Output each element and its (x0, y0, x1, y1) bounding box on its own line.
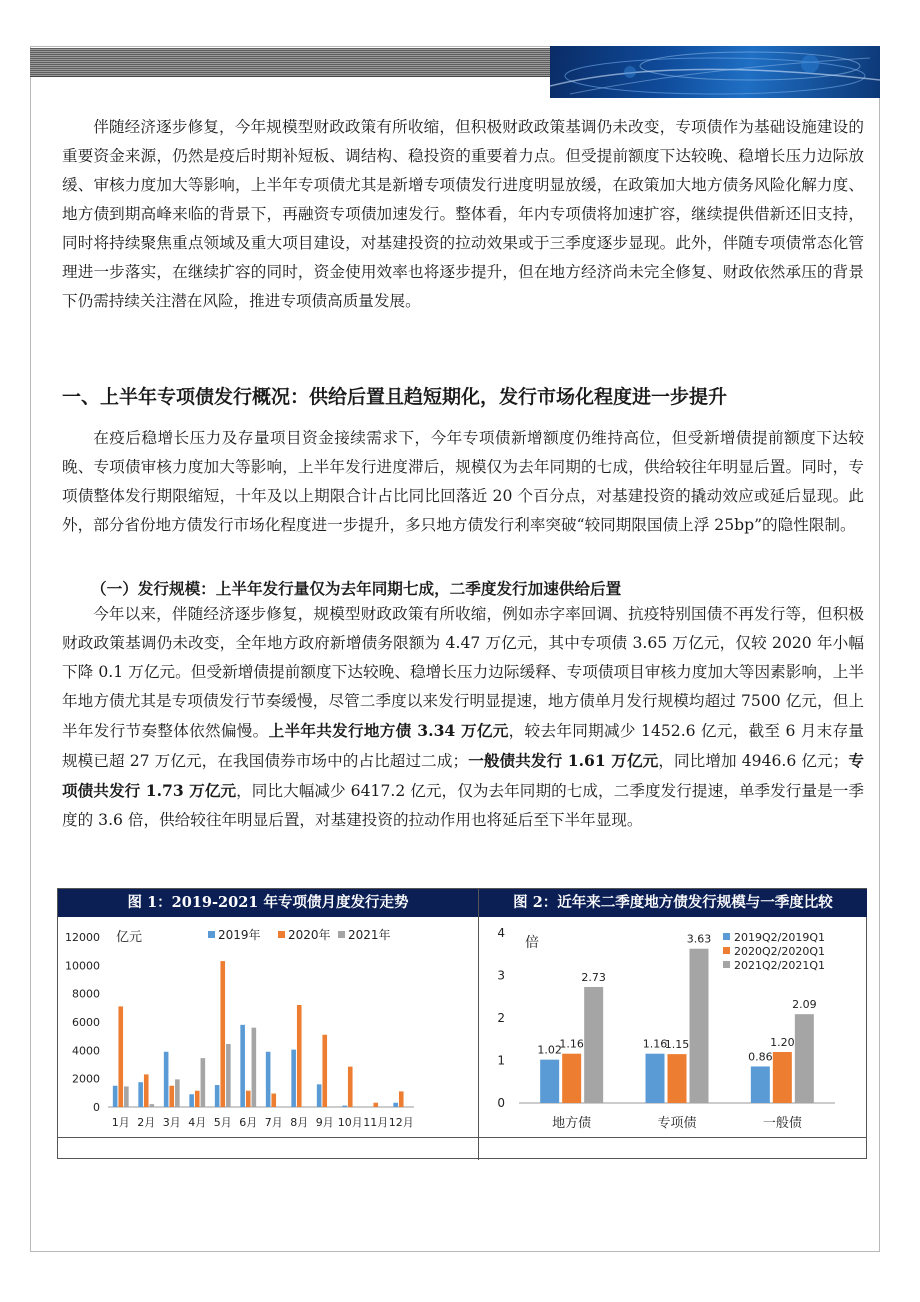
legend-swatch-2019Q2/2019Q1 (723, 933, 730, 940)
paragraph-text: 今年以来，伴随经济逐步修复，规模型财政政策有所收缩，例如赤字率回调、抗疫特别国债不再发行等，但积极财政政策基调仍未改变，全年地方政府新增债务限额为 4.47 万亿元，其中专项债 3.65 万亿元，仅较 2020 年小幅下降 0.1 万亿元。但受新增债提前额度下达较晚、稳增长压力边际缓释、专项债项目审核力度加大等因素影响，上半年地方债尤其是专项债发行节奏缓慢，尽管二季度以来发行明显提速，地方债单月发行规模均超过 7500 亿元，但上半年发行节奏整体依然偏慢。 (62, 605, 864, 740)
bar-2019年-9月 (317, 1084, 322, 1107)
bar-2020年-8月 (297, 1005, 302, 1107)
data-label: 1.02 (537, 1043, 562, 1057)
figure-2-title: 图 2：近年来二季度地方债发行规模与一季度比较 (479, 889, 867, 917)
bar-2019年-4月 (189, 1094, 194, 1107)
legend-label: 2020年 (288, 928, 331, 942)
bar-2020年-7月 (271, 1094, 276, 1107)
header-stripes (30, 48, 550, 76)
x-tick-label: 12月 (388, 1116, 414, 1129)
data-label: 0.86 (748, 1050, 773, 1064)
bar-2021年-2月 (150, 1104, 155, 1107)
bar-2020年-2月 (144, 1074, 149, 1107)
x-tick-label: 11月 (363, 1116, 389, 1129)
x-tick-label: 9月 (315, 1116, 334, 1129)
bar-2019Q2/2019Q1-地方债 (540, 1060, 559, 1103)
monthly-issuance-chart (58, 919, 478, 1135)
bar-2019Q2/2019Q1-专项债 (646, 1054, 665, 1103)
x-tick-label: 3月 (162, 1116, 181, 1129)
bar-2019Q2/2019Q1-一般债 (751, 1066, 770, 1103)
figure-bottom-rule (58, 1137, 866, 1138)
section-paragraph: 在疫后稳增长压力及存量项目资金接续需求下，今年专项债新增额度仍维持高位，但受新增债提前额度下达较晚、专项债审核力度加大等影响，上半年发行进度滞后，规模仅为去年同期的七成，供给较往年明显后置。同时，专项债整体发行期限缩短，十年及以上期限合计占比同比回落近 20 个百分点，对基建投资的撬动效应或延后显现。此外，部分省份地方债发行市场化程度进一步提升，多只地方债发行利率突破“较同期限国债上浮 25bp”的隐性限制。 (62, 429, 864, 534)
y-axis-unit: 倍 (525, 935, 539, 951)
subsection-heading: （一）发行规模：上半年发行量仅为去年同期七成，二季度发行加速供给后置 (91, 579, 622, 598)
legend-swatch-2021年 (338, 931, 345, 938)
x-tick-label: 4月 (188, 1116, 207, 1129)
bar-2020年-10月 (348, 1067, 353, 1107)
y-tick-label: 2000 (72, 1072, 100, 1086)
y-axis-unit: 亿元 (116, 930, 143, 945)
bar-2021年-5月 (226, 1044, 231, 1107)
bar-2019年-5月 (215, 1085, 220, 1107)
x-tick-label: 6月 (239, 1116, 258, 1129)
legend-label: 2019年 (218, 928, 261, 942)
y-tick-label: 2 (497, 1011, 505, 1025)
x-tick-label: 5月 (213, 1116, 232, 1129)
y-tick-label: 1 (497, 1053, 505, 1068)
legend-swatch-2020年 (278, 931, 285, 938)
y-tick-label: 4000 (72, 1044, 100, 1058)
bar-2020Q2/2020Q1-一般债 (773, 1052, 792, 1103)
chart-2-svg (479, 919, 867, 1135)
paragraph-text: ，较去年同期减少 1452.6 亿元，截至 6 月末存量规模已超 27 万亿元，在我国债券市场中的占比超过二成； (62, 722, 864, 770)
y-tick-label: 8000 (72, 987, 100, 1001)
bar-2021年-6月 (252, 1028, 257, 1107)
y-tick-label: 3 (497, 968, 505, 983)
x-tick-label: 1月 (111, 1116, 130, 1129)
bar-2021年-1月 (124, 1086, 129, 1107)
bold-special-bonds: 专项债共发行 1.73 万亿元 (62, 751, 864, 800)
y-tick-label: 12000 (65, 931, 100, 944)
bar-2020年-11月 (373, 1103, 378, 1107)
bar-2020年-1月 (118, 1006, 123, 1107)
bar-2019年-2月 (138, 1082, 143, 1107)
issuance-paragraph (62, 600, 864, 835)
bar-2019年-8月 (291, 1050, 296, 1107)
x-tick-label: 8月 (290, 1116, 309, 1129)
data-label: 1.16 (642, 1037, 668, 1051)
x-tick-label: 地方债 (552, 1116, 592, 1131)
bar-2019年-1月 (113, 1086, 118, 1107)
paragraph-text: ，同比大幅减少 6417.2 亿元，仅为去年同期的七成，二季度发行提速，单季发行量是一季度的 3.6 倍，供给较往年明显后置，对基建投资的拉动作用也将延后至下半年显现。 (62, 782, 864, 829)
x-tick-label: 一般债 (762, 1116, 802, 1131)
data-label: 2.73 (581, 970, 606, 984)
bar-2020Q2/2020Q1-专项债 (668, 1054, 687, 1103)
q2-q1-ratio-chart (479, 919, 867, 1135)
x-tick-label: 2月 (137, 1116, 156, 1129)
bar-2020年-12月 (399, 1091, 404, 1107)
intro-paragraph: 伴随经济逐步修复，今年规模型财政政策有所收缩，但积极财政政策基调仍未改变，专项债作为基础设施建设的重要资金来源，仍然是疫后时期补短板、调结构、稳投资的重要着力点。但受提前额度下达较晚、稳增长压力边际放缓、审核力度加大等影响，上半年专项债尤其是新增专项债发行进度明显放缓，在政策加大地方债务风险化解力度、地方债到期高峰来临的背景下，再融资专项债加速发行。整体看，年内专项债将加速扩容，继续提供借新还旧支持，同时将持续聚焦重点领域及重大项目建设，对基建投资的拉动效果或于三季度逐步显现。此外，伴随专项债常态化管理进一步落实，在继续扩容的同时，资金使用效率也将逐步提升，但在地方经济尚未完全修复、财政依然承压的背景下仍需持续关注潜在风险，推进专项债高质量发展。 (62, 118, 864, 310)
y-tick-label: 0 (497, 1096, 505, 1110)
x-tick-label: 专项债 (657, 1116, 697, 1131)
bar-2020Q2/2020Q1-地方债 (562, 1054, 581, 1103)
data-label: 1.15 (664, 1038, 690, 1052)
bar-2020年-5月 (220, 961, 225, 1107)
figure-1-title: 图 1：2019-2021 年专项债月度发行走势 (58, 889, 478, 917)
y-tick-label: 10000 (65, 959, 100, 973)
bold-general-bonds: 一般债共发行 1.61 万亿元 (468, 751, 659, 770)
legend-label: 2019Q2/2019Q1 (734, 931, 826, 944)
chart-1-svg (58, 919, 478, 1135)
y-tick-label: 4 (497, 926, 505, 940)
header-banner (30, 46, 880, 98)
x-tick-label: 7月 (264, 1116, 283, 1129)
legend-label: 2021年 (348, 928, 391, 942)
bar-2021Q2/2021Q1-地方债 (584, 987, 603, 1103)
bar-2021Q2/2021Q1-一般债 (795, 1014, 814, 1103)
legend-label: 2021Q2/2021Q1 (734, 959, 826, 972)
bar-2019年-6月 (240, 1025, 245, 1107)
bar-2020年-6月 (246, 1091, 251, 1107)
bar-2021Q2/2021Q1-专项债 (690, 949, 709, 1103)
data-label: 2.09 (792, 998, 817, 1012)
legend-swatch-2019年 (208, 931, 215, 938)
bar-2019年-12月 (393, 1103, 398, 1107)
bar-2020年-3月 (169, 1086, 174, 1107)
bold-local-bonds: 上半年共发行地方债 3.34 万亿元 (268, 721, 509, 740)
bar-2019年-7月 (266, 1052, 271, 1107)
section-heading: 一、上半年专项债发行概况：供给后置且趋短期化，发行市场化程度进一步提升 (62, 386, 728, 408)
data-label: 1.16 (559, 1037, 584, 1051)
paragraph-text: ，同比增加 4946.6 亿元； (658, 752, 849, 770)
y-tick-label: 0 (93, 1101, 100, 1114)
data-label: 1.20 (770, 1036, 795, 1049)
bar-2019年-3月 (164, 1052, 169, 1107)
figure-table (57, 888, 867, 1159)
legend-swatch-2021Q2/2021Q1 (723, 961, 730, 968)
x-tick-label: 10月 (337, 1116, 363, 1129)
bar-2019年-10月 (342, 1106, 347, 1107)
bar-2020年-4月 (195, 1091, 200, 1107)
bar-2021年-3月 (175, 1079, 180, 1107)
bar-2021年-4月 (201, 1058, 206, 1107)
bar-2020年-9月 (322, 1035, 327, 1107)
legend-label: 2020Q2/2020Q1 (734, 945, 826, 958)
legend-swatch-2020Q2/2020Q1 (723, 947, 730, 954)
header-decorative-image (550, 46, 880, 98)
y-tick-label: 6000 (72, 1016, 100, 1029)
data-label: 3.63 (686, 932, 712, 946)
